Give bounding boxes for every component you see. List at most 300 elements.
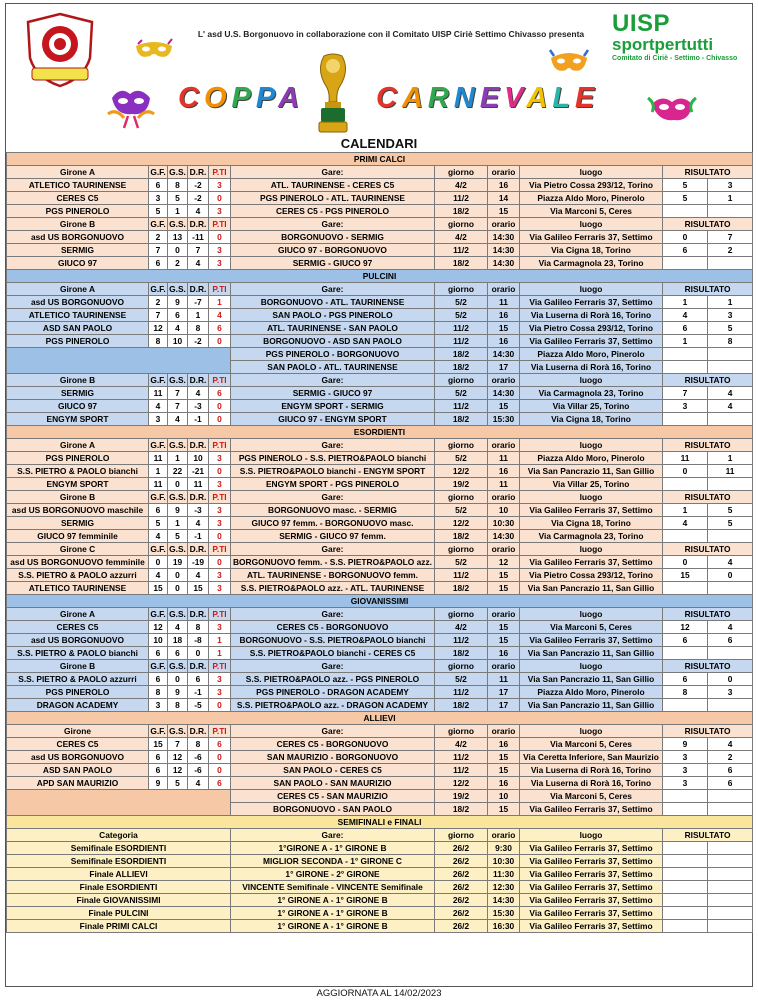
points: 1 (209, 647, 231, 660)
team-name: GIUCO 97 (7, 257, 149, 270)
result-away: 11 (708, 465, 753, 478)
team-name: asd US BORGONUOVO (7, 296, 149, 309)
match-time: 16 (488, 335, 520, 348)
result-home: 6 (663, 673, 708, 686)
col-risultato: RISULTATO (663, 725, 753, 738)
match-day: 11/2 (435, 192, 488, 205)
result-away: 5 (708, 322, 753, 335)
col-pt: P.TI (209, 725, 231, 738)
match-venue: Via Carmagnola 23, Torino (520, 257, 663, 270)
goal-diff: -2 (188, 335, 209, 348)
result-away: 3 (708, 309, 753, 322)
goal-diff: -8 (188, 634, 209, 647)
match-time: 16 (488, 179, 520, 192)
points: 3 (209, 478, 231, 491)
goals-against: 0 (168, 478, 188, 491)
match-time: 10:30 (488, 517, 520, 530)
match-day: 12/2 (435, 465, 488, 478)
result-away: 3 (708, 179, 753, 192)
points: 0 (209, 400, 231, 413)
points: 0 (209, 335, 231, 348)
col-giorno: giorno (435, 439, 488, 452)
goals-for: 6 (149, 673, 168, 686)
match-day: 26/2 (435, 881, 488, 894)
col-gare: Gare: (231, 218, 435, 231)
points: 3 (209, 517, 231, 530)
match-day: 11/2 (435, 751, 488, 764)
match-venue: Via Carmagnola 23, Torino (520, 530, 663, 543)
table-row (7, 504, 753, 517)
match-time: 14:30 (488, 530, 520, 543)
team-name: PGS PINEROLO (7, 452, 149, 465)
match-name: S.S. PIETRO&PAOLO azz. - DRAGON ACADEMY (231, 699, 435, 712)
team-name: SERMIG (7, 387, 149, 400)
goals-against: 9 (168, 504, 188, 517)
goals-for: 0 (149, 556, 168, 569)
match-time: 16 (488, 738, 520, 751)
match-day: 4/2 (435, 231, 488, 244)
goals-against: 8 (168, 699, 188, 712)
team-name: S.S. PIETRO & PAOLO bianchi (7, 465, 149, 478)
goals-for: 8 (149, 686, 168, 699)
match-time: 11 (488, 478, 520, 491)
match-day: 11/2 (435, 322, 488, 335)
result-away: 6 (708, 634, 753, 647)
match-day: 18/2 (435, 530, 488, 543)
group-header (7, 439, 753, 452)
goal-diff: 15 (188, 582, 209, 595)
goals-for: 11 (149, 387, 168, 400)
goals-for: 3 (149, 413, 168, 426)
goal-diff: -6 (188, 751, 209, 764)
points: 0 (209, 413, 231, 426)
result-away (708, 842, 753, 855)
calendar-sheet (5, 3, 753, 987)
match-time: 14:30 (488, 231, 520, 244)
match-venue: Via Pietro Cossa 293/12, Torino (520, 322, 663, 335)
section-title: ESORDIENTI (7, 426, 753, 439)
goals-for: 6 (149, 764, 168, 777)
col-luogo: luogo (520, 543, 663, 556)
result-away: 5 (708, 504, 753, 517)
col-categoria: Categoria (7, 829, 231, 842)
goal-diff: -3 (188, 504, 209, 517)
col-gare: Gare: (231, 660, 435, 673)
result-home (663, 361, 708, 374)
result-away (708, 699, 753, 712)
section-header (7, 712, 753, 725)
table-row (7, 855, 753, 868)
result-home (663, 582, 708, 595)
match-name: 1° GIRONE A - 1° GIRONE B (231, 894, 435, 907)
match-day: 12/2 (435, 777, 488, 790)
col-gs: G.S. (169, 374, 186, 385)
points: 0 (209, 556, 231, 569)
table-row (7, 907, 753, 920)
table-row (7, 569, 753, 582)
match-venue: Via Cigna 18, Torino (520, 244, 663, 257)
result-home: 12 (663, 621, 708, 634)
col-pt: P.TI (209, 283, 231, 296)
match-venue: Piazza Aldo Moro, Pinerolo (520, 348, 663, 361)
col-pt: P.TI (209, 491, 231, 504)
goals-for: 8 (149, 335, 168, 348)
goals-against: 7 (168, 387, 188, 400)
match-day: 4/2 (435, 621, 488, 634)
col-gf: G.F. (150, 218, 166, 229)
section-header (7, 426, 753, 439)
result-away: 0 (708, 673, 753, 686)
result-home: 9 (663, 738, 708, 751)
points: 3 (209, 205, 231, 218)
col-risultato: RISULTATO (663, 660, 753, 673)
result-home: 4 (663, 309, 708, 322)
result-away: 1 (708, 452, 753, 465)
match-time: 10 (488, 504, 520, 517)
table-row (7, 244, 753, 257)
carnival-mask-icon (646, 92, 698, 132)
match-venue: Via Marconi 5, Ceres (520, 790, 663, 803)
page-subtitle: CALENDARI (340, 136, 418, 151)
col-giorno: giorno (435, 491, 488, 504)
col-gs: G.S. (169, 439, 186, 450)
col-risultato: RISULTATO (663, 543, 753, 556)
col-orario: orario (488, 491, 520, 504)
section-title: GIOVANISSIMI (7, 595, 753, 608)
col-gs: G.S. (169, 491, 186, 502)
match-venue: Via San Pancrazio 11, San Gillio (520, 647, 663, 660)
result-home: 5 (663, 179, 708, 192)
col-gf: G.F. (150, 439, 166, 450)
team-name: ATLETICO TAURINENSE (7, 309, 149, 322)
match-venue: Via San Pancrazio 11, San Gillio (520, 699, 663, 712)
col-orario: orario (488, 608, 520, 621)
goals-against: 9 (168, 296, 188, 309)
result-home: 7 (663, 387, 708, 400)
goals-against: 4 (168, 621, 188, 634)
table-row (7, 764, 753, 777)
result-away: 2 (708, 751, 753, 764)
goal-diff: -6 (188, 764, 209, 777)
match-name: BORGONUOVO - S.S. PIETRO&PAOLO bianchi (231, 634, 435, 647)
goal-diff: -7 (188, 296, 209, 309)
goals-for: 4 (149, 400, 168, 413)
match-name: GIUCO 97 - ENGYM SPORT (231, 413, 435, 426)
goal-diff: 8 (188, 738, 209, 751)
goals-against: 9 (168, 686, 188, 699)
match-name: BORGONUOVO - ATL. TAURINENSE (231, 296, 435, 309)
match-venue: Via Luserna di Rorà 16, Torino (520, 309, 663, 322)
col-dr: D.R. (188, 725, 209, 738)
match-name: S.S. PIETRO&PAOLO azz. - PGS PINEROLO (231, 673, 435, 686)
team-name: SERMIG (7, 244, 149, 257)
match-time: 14:30 (488, 348, 520, 361)
goals-for: 15 (149, 738, 168, 751)
goals-against: 12 (168, 764, 188, 777)
match-name: MIGLIOR SECONDA - 1° GIRONE C (231, 855, 435, 868)
team-name: PGS PINEROLO (7, 205, 149, 218)
match-venue: Via Villar 25, Torino (520, 400, 663, 413)
table-row (7, 296, 753, 309)
result-home: 11 (663, 452, 708, 465)
carnival-mask-icon (106, 84, 156, 130)
match-venue: Via Ceretta Inferiore, San Maurizio (520, 751, 663, 764)
goals-against: 18 (168, 634, 188, 647)
match-day: 5/2 (435, 452, 488, 465)
col-gf: G.F. (150, 543, 166, 554)
final-category: Finale ESORDIENTI (7, 881, 231, 894)
match-venue: Piazza Aldo Moro, Pinerolo (520, 192, 663, 205)
table-row (7, 517, 753, 530)
col-pt: P.TI (209, 608, 231, 621)
table-row (7, 777, 753, 790)
col-risultato: RISULTATO (663, 491, 753, 504)
team-name: PGS PINEROLO (7, 335, 149, 348)
section-header (7, 153, 753, 166)
match-venue: Via Cigna 18, Torino (520, 413, 663, 426)
match-venue: Via Galileo Ferraris 37, Settimo (520, 894, 663, 907)
col-giorno: giorno (435, 543, 488, 556)
goals-for: 4 (149, 530, 168, 543)
match-day: 18/2 (435, 803, 488, 816)
group-header (7, 543, 753, 556)
match-venue: Piazza Aldo Moro, Pinerolo (520, 452, 663, 465)
team-name: CERES C5 (7, 621, 149, 634)
match-time: 15 (488, 205, 520, 218)
goals-against: 0 (168, 244, 188, 257)
final-category: Finale ALLIEVI (7, 868, 231, 881)
table-row (7, 556, 753, 569)
final-category: Semifinale ESORDIENTI (7, 842, 231, 855)
col-gs: G.S. (169, 166, 186, 177)
table-row (7, 621, 753, 634)
result-away (708, 257, 753, 270)
result-away: 0 (708, 569, 753, 582)
result-away (708, 907, 753, 920)
result-away (708, 790, 753, 803)
table-row (7, 790, 753, 803)
result-home: 0 (663, 556, 708, 569)
uisp-committee: Comitato di Ciriè - Settimo - Chivasso (612, 55, 738, 62)
match-name: ENGYM SPORT - PGS PINEROLO (231, 478, 435, 491)
goal-diff: -2 (188, 192, 209, 205)
match-day: 11/2 (435, 244, 488, 257)
result-away (708, 920, 753, 933)
match-time: 12 (488, 556, 520, 569)
table-row (7, 348, 753, 361)
uisp-name: UISP (612, 10, 671, 37)
group-header (7, 608, 753, 621)
uisp-slogan: sportpertutti (612, 35, 714, 54)
result-home (663, 790, 708, 803)
col-gare: Gare: (231, 829, 435, 842)
match-venue: Via Luserna di Rorà 16, Torino (520, 764, 663, 777)
result-away (708, 803, 753, 816)
match-day: 11/2 (435, 400, 488, 413)
team-name: CERES C5 (7, 738, 149, 751)
goals-against: 12 (168, 751, 188, 764)
match-day: 5/2 (435, 673, 488, 686)
match-venue: Via Galileo Ferraris 37, Settimo (520, 335, 663, 348)
match-day: 5/2 (435, 556, 488, 569)
group-header (7, 725, 753, 738)
team-name: ENGYM SPORT (7, 478, 149, 491)
goals-for: 7 (149, 309, 168, 322)
col-gf: G.F. (150, 608, 166, 619)
match-time: 15:30 (488, 907, 520, 920)
table-row (7, 686, 753, 699)
match-time: 17 (488, 361, 520, 374)
col-gs: G.S. (169, 725, 186, 736)
result-away (708, 478, 753, 491)
result-home: 1 (663, 504, 708, 517)
match-day: 11/2 (435, 335, 488, 348)
match-venue: Via Luserna di Rorà 16, Torino (520, 777, 663, 790)
goals-for: 4 (149, 569, 168, 582)
goal-diff: -2 (188, 179, 209, 192)
table-row (7, 647, 753, 660)
goals-for: 9 (149, 777, 168, 790)
col-gs: G.S. (169, 608, 186, 619)
result-away (708, 868, 753, 881)
col-giorno: giorno (435, 829, 488, 842)
col-giorno: giorno (435, 660, 488, 673)
match-time: 15 (488, 751, 520, 764)
match-time: 16:30 (488, 920, 520, 933)
table-row (7, 894, 753, 907)
match-venue: Via Galileo Ferraris 37, Settimo (520, 231, 663, 244)
col-orario: orario (488, 829, 520, 842)
match-day: 5/2 (435, 309, 488, 322)
match-name: PGS PINEROLO - ATL. TAURINENSE (231, 192, 435, 205)
match-day: 18/2 (435, 647, 488, 660)
match-day: 18/2 (435, 348, 488, 361)
result-away: 4 (708, 387, 753, 400)
match-time: 15 (488, 803, 520, 816)
match-venue: Via San Pancrazio 11, San Gillio (520, 465, 663, 478)
col-gare: Gare: (231, 491, 435, 504)
table-row (7, 231, 753, 244)
match-time: 15 (488, 569, 520, 582)
match-day: 5/2 (435, 387, 488, 400)
title-carnevale: CARNEVALE (376, 82, 600, 114)
match-name: PGS PINEROLO - BORGONUOVO (231, 348, 435, 361)
col-risultato: RISULTATO (663, 374, 753, 387)
points: 3 (209, 686, 231, 699)
table-row (7, 387, 753, 400)
match-day: 19/2 (435, 478, 488, 491)
carnival-mask-icon (548, 48, 590, 82)
match-name: SERMIG - GIUCO 97 (231, 257, 435, 270)
goals-against: 19 (168, 556, 188, 569)
match-time: 15 (488, 322, 520, 335)
goals-against: 0 (168, 673, 188, 686)
match-day: 26/2 (435, 855, 488, 868)
col-luogo: luogo (520, 374, 663, 387)
match-name: CERES C5 - SAN MAURIZIO (231, 790, 435, 803)
match-name: SAN PAOLO - SAN MAURIZIO (231, 777, 435, 790)
result-home: 6 (663, 244, 708, 257)
goal-diff: 4 (188, 257, 209, 270)
col-gare: Gare: (231, 608, 435, 621)
girone-label: Girone B (7, 374, 149, 387)
col-gare: Gare: (231, 725, 435, 738)
match-name: SAN PAOLO - ATL. TAURINENSE (231, 361, 435, 374)
goals-for: 5 (149, 517, 168, 530)
col-risultato: RISULTATO (663, 166, 753, 179)
goal-diff: 8 (188, 322, 209, 335)
match-venue: Via San Pancrazio 11, San Gillio (520, 582, 663, 595)
points: 0 (209, 465, 231, 478)
match-day: 12/2 (435, 517, 488, 530)
goals-against: 0 (168, 582, 188, 595)
match-name: ENGYM SPORT - SERMIG (231, 400, 435, 413)
table-row (7, 842, 753, 855)
goals-against: 4 (168, 413, 188, 426)
goals-for: 3 (149, 192, 168, 205)
goals-against: 7 (168, 738, 188, 751)
match-time: 12:30 (488, 881, 520, 894)
match-day: 19/2 (435, 790, 488, 803)
table-row (7, 920, 753, 933)
result-home: 0 (663, 465, 708, 478)
goal-diff: -19 (188, 556, 209, 569)
goals-for: 7 (149, 244, 168, 257)
points: 6 (209, 387, 231, 400)
goals-for: 12 (149, 322, 168, 335)
result-home (663, 699, 708, 712)
match-time: 15:30 (488, 413, 520, 426)
group-header (7, 491, 753, 504)
match-time: 11 (488, 452, 520, 465)
final-category: Finale PULCINI (7, 907, 231, 920)
table-row (7, 400, 753, 413)
table-row (7, 478, 753, 491)
goals-against: 5 (168, 530, 188, 543)
section-header (7, 816, 753, 829)
match-day: 11/2 (435, 686, 488, 699)
match-time: 14:30 (488, 387, 520, 400)
team-name: asd US BORGONUOVO maschile (7, 504, 149, 517)
match-name: 1° GIRONE A - 1° GIRONE B (231, 907, 435, 920)
match-name: SERMIG - GIUCO 97 femm. (231, 530, 435, 543)
col-luogo: luogo (520, 829, 663, 842)
col-orario: orario (488, 283, 520, 296)
goal-diff: -3 (188, 400, 209, 413)
match-name: SERMIG - GIUCO 97 (231, 387, 435, 400)
empty-standings (7, 790, 231, 816)
result-away (708, 348, 753, 361)
result-away (708, 413, 753, 426)
col-luogo: luogo (520, 660, 663, 673)
result-home: 8 (663, 686, 708, 699)
group-header (7, 374, 753, 387)
result-home (663, 894, 708, 907)
girone-label: Girone A (7, 439, 149, 452)
match-day: 18/2 (435, 699, 488, 712)
col-gf: G.F. (150, 374, 166, 385)
col-giorno: giorno (435, 374, 488, 387)
result-home (663, 855, 708, 868)
goals-against: 6 (168, 647, 188, 660)
result-home (663, 205, 708, 218)
match-time: 14 (488, 192, 520, 205)
match-name: 1°GIRONE A - 1° GIRONE B (231, 842, 435, 855)
match-day: 4/2 (435, 738, 488, 751)
match-name: BORGONUOVO - ASD SAN PAOLO (231, 335, 435, 348)
match-name: ATL. TAURINENSE - CERES C5 (231, 179, 435, 192)
match-time: 16 (488, 465, 520, 478)
